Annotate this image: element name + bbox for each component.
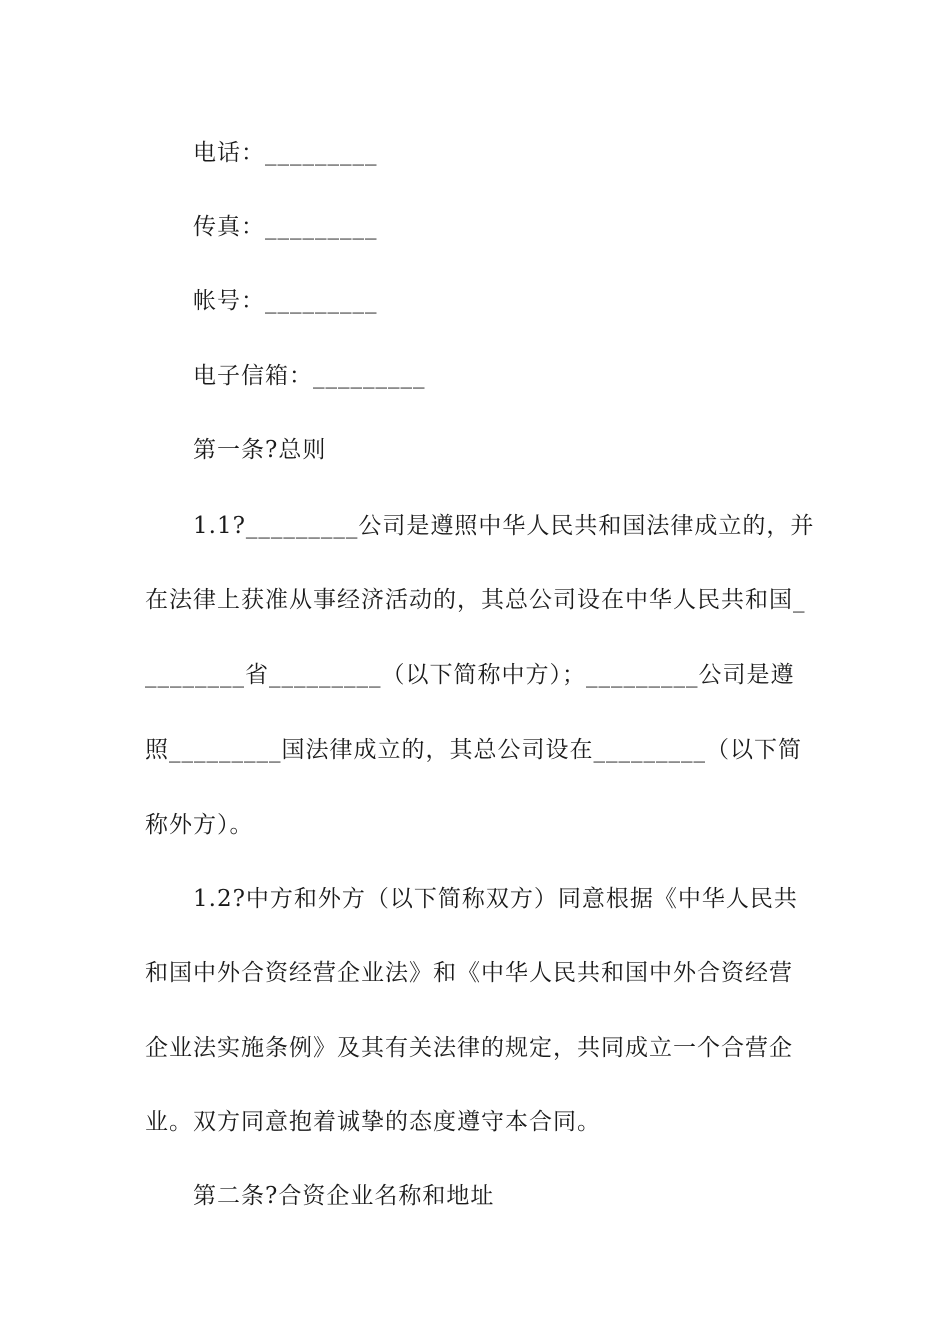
paragraph-1-2-line-3: 企业法实施条例》及其有关法律的规定，共同成立一个合营企 <box>145 1035 793 1061</box>
paragraph-1-1-line-4: 照_________国法律成立的，其总公司设在_________（以下简 <box>145 737 802 763</box>
paragraph-1-2-line-2: 和国中外合资经营企业法》和《中华人民共和国中外合资经营 <box>145 960 793 986</box>
paragraph-1-1-line-2: 在法律上获准从事经济活动的，其总公司设在中华人民共和国_ <box>145 587 806 613</box>
paragraph-1-2-line-4: 业。双方同意抱着诚挚的态度遵守本合同。 <box>145 1109 601 1135</box>
article-2-heading: 第二条?合资企业名称和地址 <box>193 1183 495 1209</box>
paragraph-1-1-line-1: 1.1?_________公司是遵照中华人民共和国法律成立的，并 <box>193 513 815 539</box>
article-1-heading: 第一条?总则 <box>193 437 327 463</box>
account-field-line: 帐号：_________ <box>193 288 378 314</box>
paragraph-1-1-line-3: ________省_________（以下简称中方）；_________公司是遵 <box>145 662 795 688</box>
email-field-line: 电子信箱：_________ <box>193 363 426 389</box>
phone-field-line: 电话：_________ <box>193 140 378 166</box>
fax-field-line: 传真：_________ <box>193 214 378 240</box>
paragraph-1-2-line-1: 1.2?中方和外方（以下简称双方）同意根据《中华人民共 <box>193 886 798 912</box>
paragraph-1-1-line-5: 称外方）。 <box>145 812 254 838</box>
